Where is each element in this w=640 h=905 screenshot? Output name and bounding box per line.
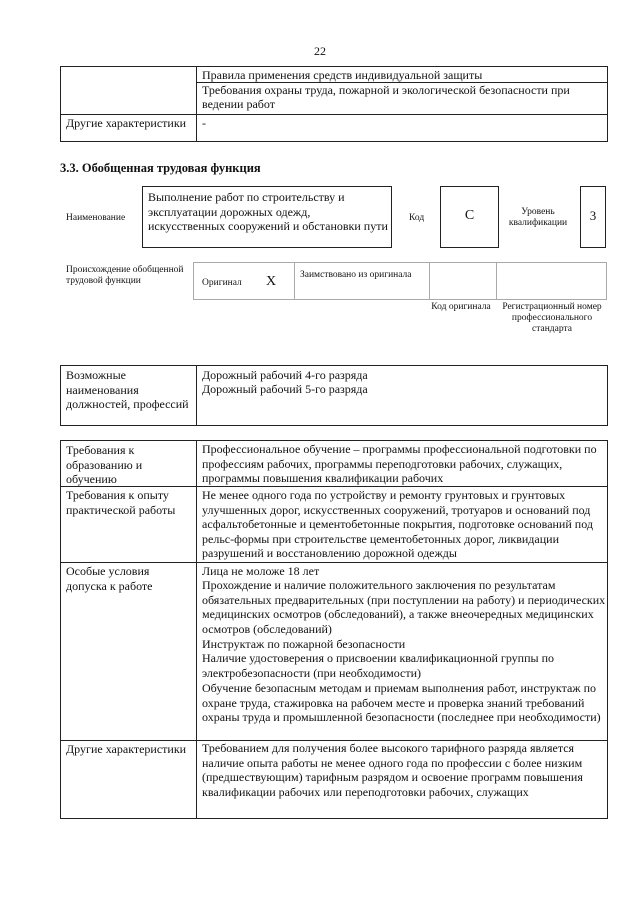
original-mark: X [266,274,277,289]
top-table-other-label: Другие характеристики [66,116,187,130]
other-value: Требованием для получения более высокого тарифного разряда является наличие опыта работы не менее одного года по профессии с более низким (предшествующим) тарифным разрядом и освоение программ повышения квалификации рабочих или переподготовки рабочих, служащих [202,741,583,799]
code-box [440,186,499,248]
education-label: Требования к образованию и обучению [66,443,143,486]
code-label: Код [409,213,425,223]
page-number: 22 [314,44,326,58]
experience-label: Требования к опыту практической работы [66,488,176,517]
reg-number-caption: Регистрационный номер профессионального стандарта [502,302,602,334]
level-value: 3 [589,208,597,223]
experience-value: Не менее одного года по устройству и ремонту грунтовых и грунтовых улучшенных дорог, искусственных сооружений, тротуаров и оснований под асфальтобетонные и цементобетонные покрытия, подготовке оснований под рельс-формы при строительстве цементобетонных дорог, ликвидации разрушений и восстановлению дорожной одежды [202,488,593,560]
code-original-caption: Код оригинала [431,302,491,312]
admission-line-3: Инструктаж по пожарной безопасности [202,637,406,651]
level-label: Уровень квалификации [508,207,568,228]
admission-line-2: Прохождение и наличие положительного заключения по результатам обязательных предварительных (при поступлении на работу) и периодических медицинских осмотров (обследований), а также внеочередных медицинских осмотров (обследований) [202,578,606,636]
admission-label: Особые условия допуска к работе [66,564,153,593]
origin-label: Происхождение обобщенной трудовой функции [66,265,184,286]
section-title: 3.3. Обобщенная трудовая функция [60,161,261,175]
admission-line-1: Лица не моложе 18 лет [202,564,320,578]
level-box [580,186,606,248]
top-table-other-value: - [202,116,206,130]
origin-table [193,262,607,300]
education-value: Профессиональное обучение – программы профессиональной подготовки по профессиям рабочих, программы переподготовки рабочих, служащих, программы повышения квалификации рабочих [202,442,597,485]
top-table [60,66,608,142]
code-value: C [464,208,475,223]
other-label: Другие характеристики [66,742,187,756]
original-label: Оригинал [202,278,242,288]
admission-line-4: Наличие удостоверения о присвоении квалификационной группы по электробезопасности (при необходимости) [202,651,555,680]
borrowed-label: Заимствовано из оригинала [300,270,412,280]
top-table-row-1: Правила применения средств индивидуальной защиты [202,68,483,82]
top-table-row-2: Требования охраны труда, пожарной и экологической безопасности при ведении работ [202,83,570,111]
admission-line-5: Обучение безопасным методам и приемам выполнения работ, инструктаж по охране труда, стажировка на рабочем месте и проверка знаний требований охраны труда и промышленной безопасности (последнее при необходимости) [202,681,601,724]
position-2: Дорожный рабочий 5-го разряда [202,382,368,396]
requirements-table [60,440,608,819]
positions-table [60,365,608,426]
function-name-box [142,186,392,248]
function-name-value: Выполнение работ по строительству и эксплуатации дорожных одежд, искусственных сооружений и обстановки пути [148,190,388,233]
position-1: Дорожный рабочий 4-го разряда [202,368,368,382]
positions-label: Возможные наименования должностей, профессий [66,368,189,411]
name-label: Наименование [66,213,126,223]
